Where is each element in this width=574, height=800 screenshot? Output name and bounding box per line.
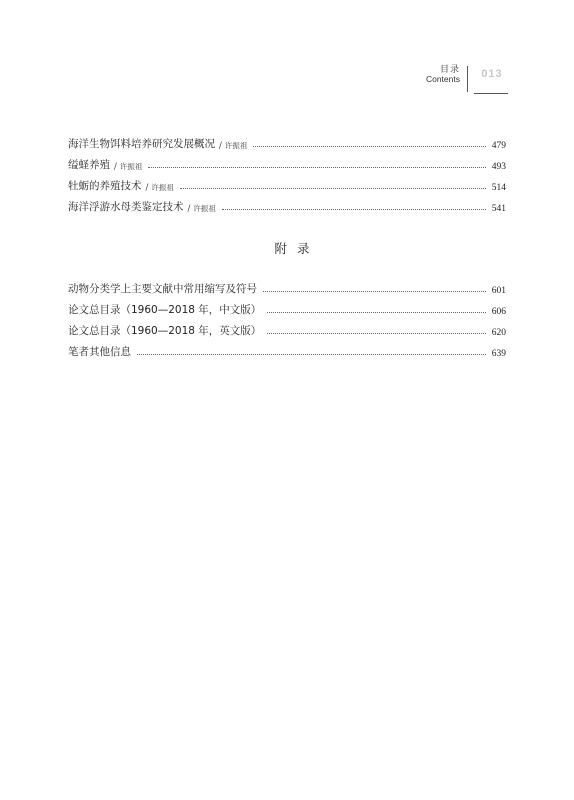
dot-leader	[253, 145, 486, 147]
toc-entry[interactable]	[68, 296, 506, 317]
toc-appendix-list	[68, 275, 506, 359]
toc-entry-page: 493	[491, 162, 506, 172]
author-separator: /	[219, 141, 222, 151]
toc-entry-page: 620	[491, 328, 506, 338]
running-header-title: 目录	[439, 65, 460, 75]
toc-entry-author: 许振祖	[193, 204, 216, 213]
toc-entry-author: 许振祖	[151, 183, 174, 192]
toc-main-list	[68, 130, 506, 214]
toc-entry-page: 514	[491, 183, 506, 193]
page-number: 013	[481, 68, 503, 80]
toc-entry-title: 论文总目录（1960—2018 年，英文版）	[68, 325, 262, 337]
toc-entry-page: 606	[491, 307, 506, 317]
appendix-heading: 附录	[274, 241, 320, 256]
toc-entry[interactable]	[68, 130, 506, 151]
toc-entry-page: 639	[491, 349, 506, 359]
toc-entry-title: 牡蛎的养殖技术	[68, 180, 142, 192]
toc-entry[interactable]	[68, 317, 506, 338]
dot-leader	[148, 166, 486, 168]
toc-entry-title: 海洋浮游水母类鉴定技术	[68, 201, 184, 213]
running-header-subtitle: Contents	[425, 74, 460, 85]
toc-entry-page: 541	[491, 204, 506, 214]
toc-entry-title: 海洋生物饵料培养研究发展概况	[68, 138, 215, 150]
dot-leader	[180, 187, 486, 189]
header-divider	[467, 66, 468, 92]
toc-entry-title: 论文总目录（1960—2018 年，中文版）	[68, 304, 262, 316]
running-header	[426, 66, 460, 84]
toc-entry[interactable]	[68, 275, 506, 296]
toc-entry[interactable]	[68, 151, 506, 172]
toc-entry-author: 许振祖	[224, 141, 248, 150]
dot-leader	[137, 353, 486, 355]
page-number-underline	[474, 93, 508, 94]
toc-entry[interactable]	[68, 338, 506, 359]
toc-entry[interactable]	[68, 193, 506, 214]
dot-leader	[267, 332, 486, 334]
toc-entry-page: 479	[491, 141, 506, 151]
toc-entry-title: 动物分类学上主要文献中常用缩写及符号	[68, 283, 257, 295]
toc-entry-title: 缢蛏养殖	[68, 159, 110, 171]
author-separator: /	[145, 183, 149, 193]
toc-entry-title: 笔者其他信息	[68, 346, 131, 358]
dot-leader	[267, 311, 486, 313]
dot-leader	[263, 290, 486, 292]
toc-entry-author: 许振祖	[119, 162, 143, 171]
toc-entry[interactable]	[68, 172, 506, 193]
author-separator: /	[114, 162, 117, 172]
dot-leader	[222, 208, 486, 210]
author-separator: /	[187, 204, 191, 214]
toc-entry-page: 601	[491, 286, 506, 296]
